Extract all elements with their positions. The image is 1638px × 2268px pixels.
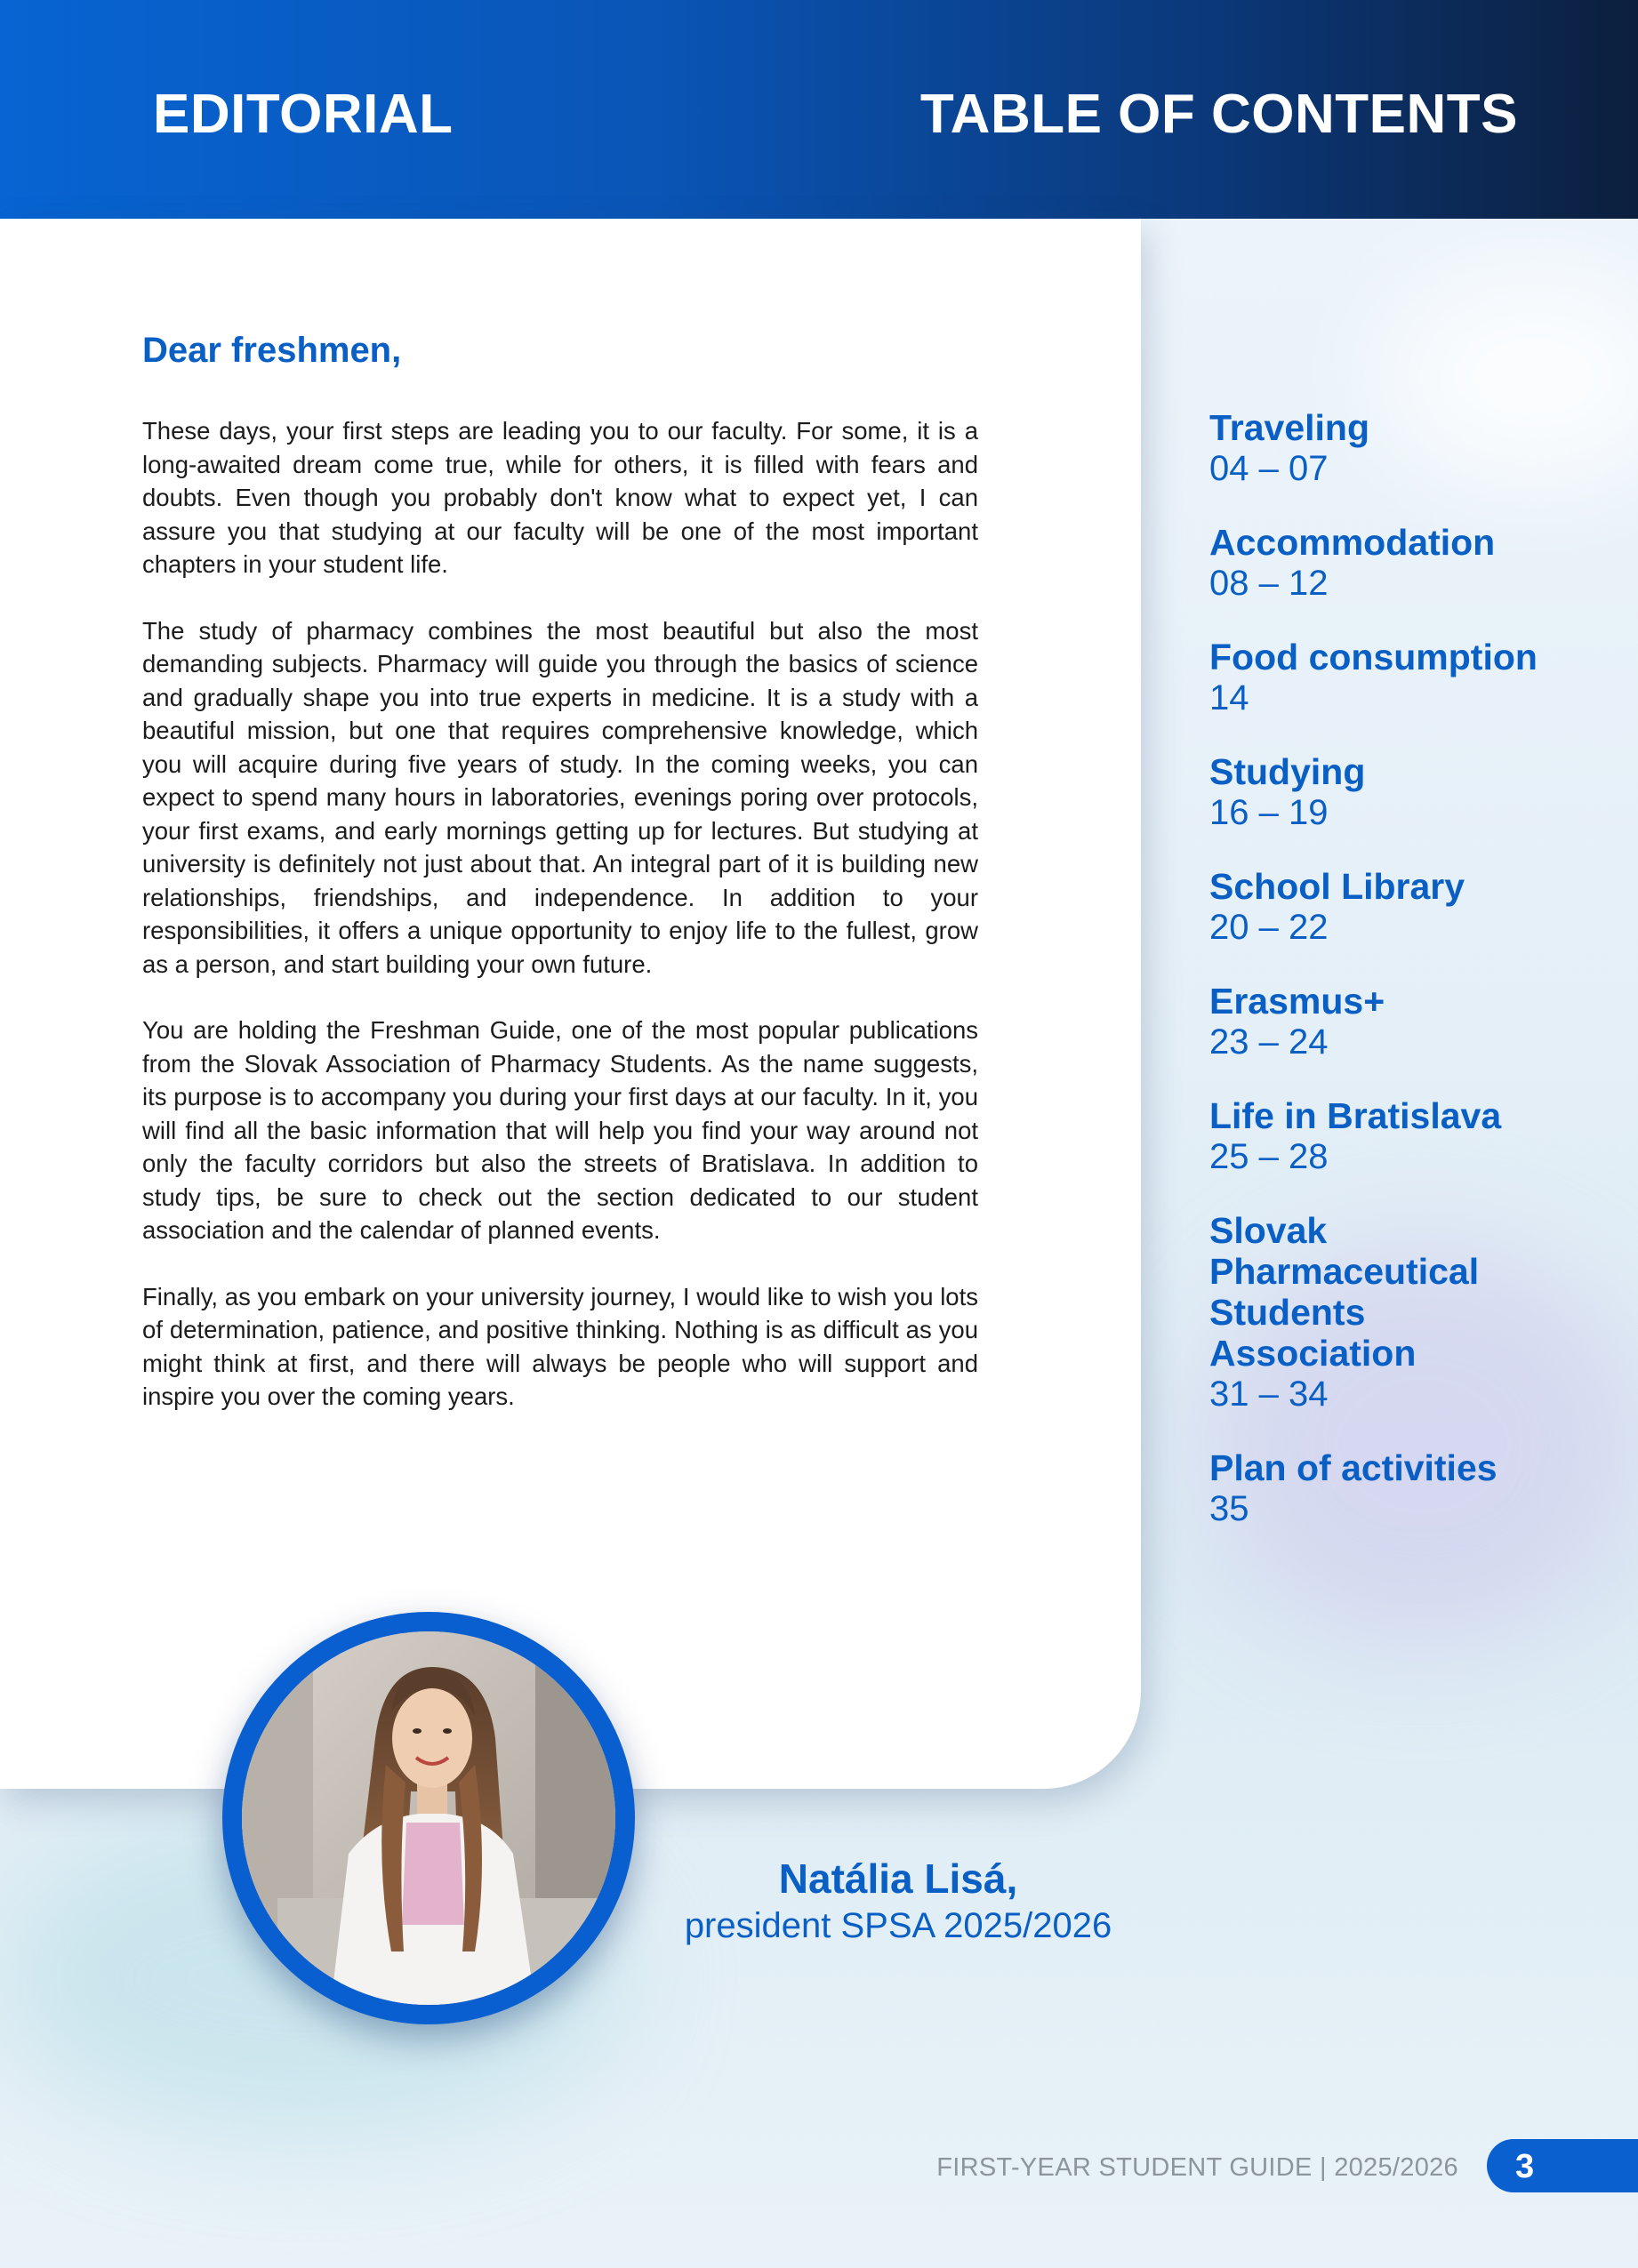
toc-entry-spsa[interactable] [1209, 1210, 1618, 1414]
toc-entry-label: Plan of activities [1209, 1447, 1497, 1488]
toc-entry-label: Accommodation [1209, 522, 1496, 563]
portrait-illustration [242, 1631, 615, 2005]
signature-name: Natália Lisá, [778, 1855, 1018, 1902]
footer-publication-title: FIRST-YEAR STUDENT GUIDE | 2025/2026 [936, 2153, 1458, 2182]
editorial-heading: EDITORIAL [153, 84, 454, 145]
toc-entry-label: Studying [1209, 751, 1366, 792]
toc-entry-label: Slovak Pharmaceutical Students Association [1209, 1210, 1480, 1374]
signature-role: president SPSA 2025/2026 [684, 1906, 1112, 1945]
table-of-contents [1209, 407, 1618, 1562]
toc-entry-pages: 04 – 07 [1209, 449, 1329, 488]
toc-entry-pages: 35 [1209, 1489, 1249, 1528]
toc-entry-pages: 14 [1209, 678, 1249, 717]
editorial-paragraph: You are holding the Freshman Guide, one of the most popular publications from the Slovak Association of Pharmacy Students. As the name suggests, its purpose is to accompany you during your first days at our faculty. In it, you will find all the basic information that will help you find your way around not only the faculty corridors but also the streets of Bratislava. In addition to study tips, be sure to check out the section dedicated to our student association and the calendar of planned events. [142, 1016, 978, 1244]
toc-entry-studying[interactable] [1209, 751, 1618, 833]
toc-entry-pages: 23 – 24 [1209, 1022, 1329, 1062]
header-band [0, 0, 1638, 219]
toc-entry-pages: 08 – 12 [1209, 564, 1329, 603]
page-number-badge [1487, 2139, 1638, 2192]
toc-entry-food-consumption[interactable] [1209, 637, 1618, 718]
toc-entry-pages: 25 – 28 [1209, 1137, 1329, 1176]
toc-entry-plan-of-activities[interactable] [1209, 1447, 1618, 1529]
president-portrait-frame [222, 1612, 635, 2024]
toc-heading: TABLE OF CONTENTS [919, 84, 1518, 145]
toc-entry-pages: 16 – 19 [1209, 793, 1329, 832]
toc-entry-label: Erasmus+ [1209, 981, 1385, 1022]
toc-entry-label: Food consumption [1209, 637, 1538, 677]
toc-entry-label: Life in Bratislava [1209, 1095, 1502, 1136]
page-number: 3 [1515, 2148, 1535, 2185]
editorial-paragraph: Finally, as you embark on your university journey, I would like to wish you lots of determination, patience, and positive thinking. Nothing is as difficult as you might think at first, and there will always be people who will support and inspire you over the coming years. [142, 1282, 978, 1410]
toc-entry-erasmus[interactable] [1209, 981, 1618, 1062]
toc-entry-traveling[interactable] [1209, 407, 1618, 489]
editorial-greeting: Dear freshmen, [142, 331, 402, 370]
toc-entry-accommodation[interactable] [1209, 522, 1618, 604]
toc-entry-label: Traveling [1209, 407, 1370, 448]
editorial-body [142, 414, 978, 1447]
toc-entry-label: School Library [1209, 866, 1465, 907]
toc-entry-pages: 20 – 22 [1209, 908, 1329, 947]
editorial-paragraph: The study of pharmacy combines the most beautiful but also the most demanding subjects. Pharmacy will guide you through the basics of science and gradually shape you into true experts in medicine. It is a study with a beautiful mission, but one that requires comprehensive knowledge, which you will acquire during five years of study. In the coming weeks, you can expect to spend many hours in laboratories, evenings poring over protocols, your first exams, and early mornings getting up for lectures. But studying at university is definitely not just about that. An integral part of it is building new relationships, friendships, and independence. In addition to your responsibilities, it offers a unique opportunity to enjoy life to the fullest, grow as a person, and start building your own future. [142, 616, 978, 978]
toc-entry-pages: 31 – 34 [1209, 1374, 1329, 1414]
toc-entry-life-in-bratislava[interactable] [1209, 1095, 1618, 1177]
toc-entry-school-library[interactable] [1209, 866, 1618, 948]
president-portrait [242, 1631, 615, 2005]
editorial-paragraph: These days, your first steps are leading you to our faculty. For some, it is a long-awaited dream come true, while for others, it is filled with fears and doubts. Even though you probably don't know what to expect yet, I can assure you that studying at our faculty will be one of the most important chapters in your student life. [142, 417, 978, 578]
